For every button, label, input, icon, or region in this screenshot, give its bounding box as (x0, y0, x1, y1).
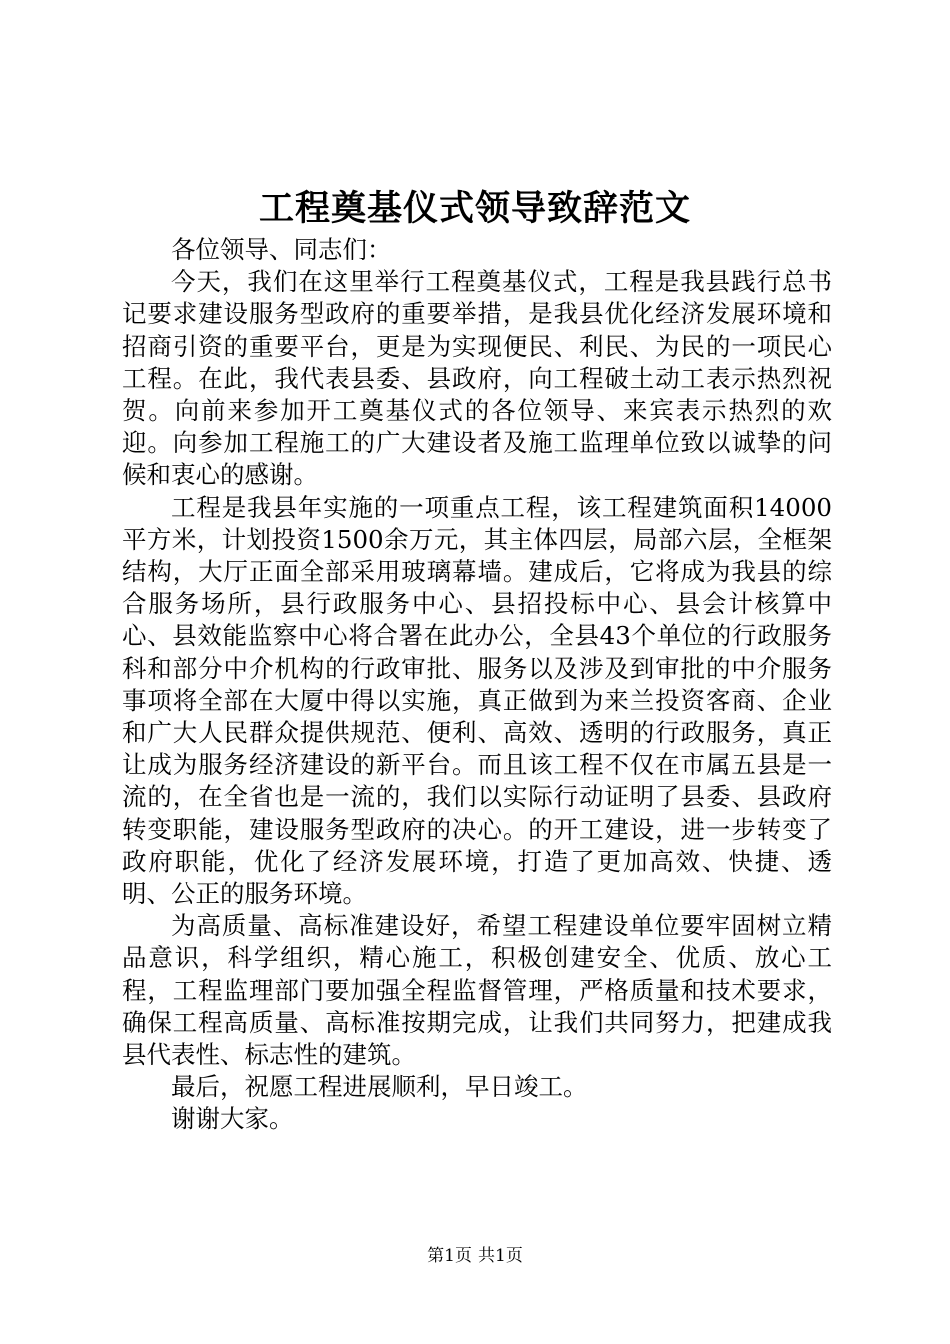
document-title: 工程奠基仪式领导致辞范文 (258, 188, 691, 229)
page-number: 第1页 (427, 1246, 472, 1266)
thanks-paragraph: 谢谢大家。 (171, 1104, 294, 1134)
closing-wishes-paragraph: 最后，祝愿工程进展顺利，早日竣工。 (171, 1072, 588, 1102)
document-body (122, 234, 832, 1136)
salutation-paragraph: 各位领导、同志们： (171, 235, 392, 264)
body-paragraph-requirements: 为高质量、高标准建设好，希望工程建设单位要牢固树立精品意识，科学组织，精心施工，积极创建安全、优质、放心工程，工程监理部门要加强全程监督管理，严格质量和技术要求，确保工程高质量、高标准按期完成，让我们共同努力，把建成我县代表性、标志性的建筑。 (122, 911, 832, 1070)
page-footer (0, 1244, 950, 1268)
body-paragraph-project: 工程是我县年实施的一项重点工程，该工程建筑面积14000平方米，计划投资1500余万元，其主体四层，局部六层，全框架结构，大厅正面全部采用玻璃幕墙。建成后，它将成为我县的综合服务场所，县行政服务中心、县招投标中心、县会计核算中心、县效能监察中心将合署在此办公，全县43个单位的行政服务科和部分中介机构的行政审批、服务以及涉及到审批的中介服务事项将全部在大厦中得以实施，真正做到为来兰投资客商、企业和广大人民群众提供规范、便利、高效、透明的行政服务，真正让成为服务经济建设的新平台。而且该工程不仅在市属五县是一流的，在全省也是一流的，我们以实际行动证明了县委、县政府转变职能，建设服务型政府的决心。的开工建设，进一步转变了政府职能，优化了经济发展环境，打造了更加高效、快捷、透明、公正的服务环境。 (122, 492, 832, 909)
body-paragraph-opening: 今天，我们在这里举行工程奠基仪式，工程是我县践行总书记要求建设服务型政府的重要举措，是我县优化经济发展环境和招商引资的重要平台，更是为实现便民、利民、为民的一项民心工程。在此，我代表县委、县政府，向工程破土动工表示热烈祝贺。向前来参加开工奠基仪式的各位领导、来宾表示热烈的欢迎。向参加工程施工的广大建设者及施工监理单位致以诚挚的问候和衷心的感谢。 (122, 267, 832, 490)
page-total: 共1页 (478, 1246, 523, 1266)
